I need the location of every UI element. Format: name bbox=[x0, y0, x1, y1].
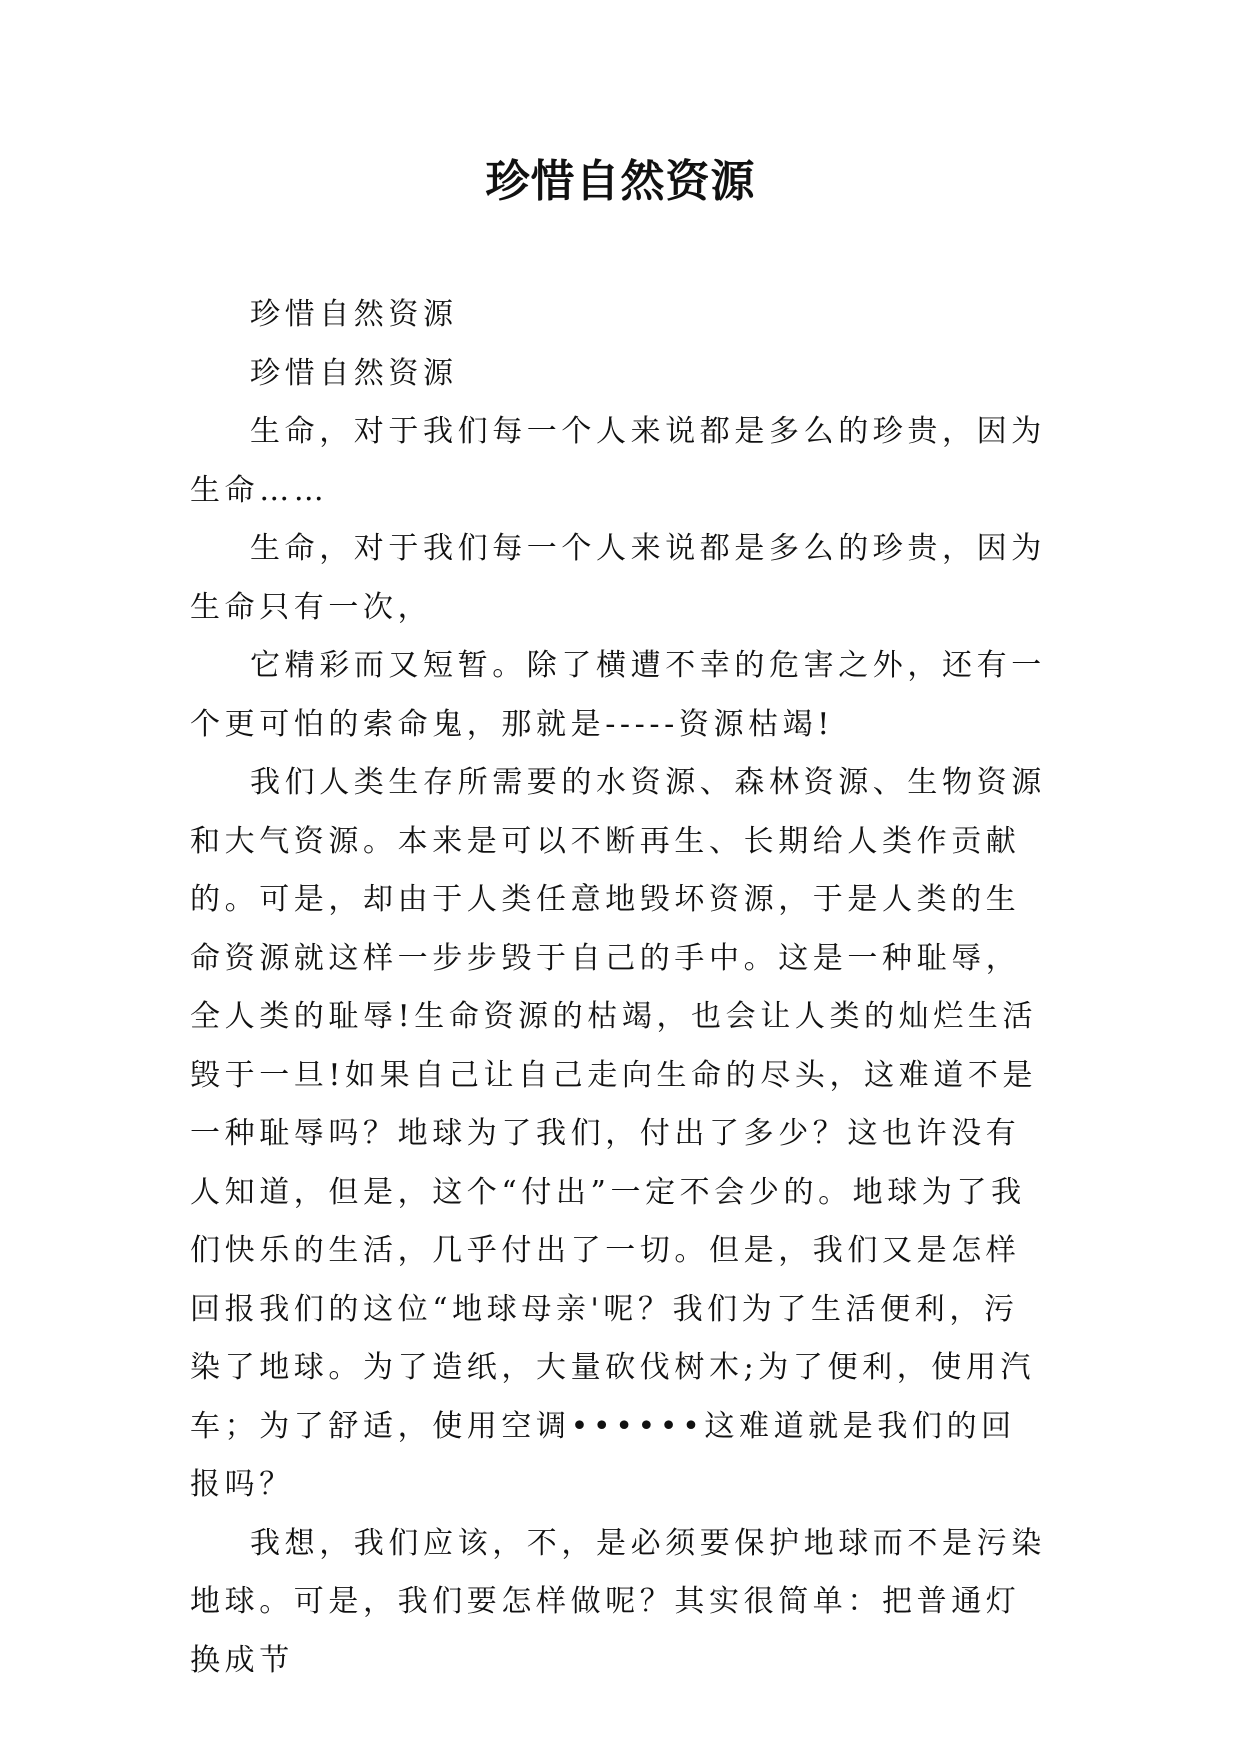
paragraph: 珍惜自然资源 bbox=[250, 297, 458, 332]
paragraph: 我想，我们应该，不，是必须要保护地球而不是污染地球。可是，我们要怎样做呢？其实很简单：把普通灯换成节 bbox=[190, 1525, 1046, 1678]
paragraph: 生命，对于我们每一个人来说都是多么的珍贵，因为生命只有一次， bbox=[190, 531, 1046, 625]
paragraph: 生命，对于我们每一个人来说都是多么的珍贵，因为生命…… bbox=[190, 414, 1046, 508]
paragraph: 我们人类生存所需要的水资源、森林资源、生物资源和大气资源。本来是可以不断再生、长期给人类作贡献的。可是，却由于人类任意地毁坏资源，于是人类的生命资源就这样一步步毁于自己的手中。这是一种耻辱，全人类的耻辱!生命资源的枯竭，也会让人类的灿烂生活毁于一旦!如果自己让自己走向生命的尽头，这难道不是一种耻辱吗？地球为了我们，付出了多少？这也许没有人知道，但是，这个“付出”一定不会少的。地球为了我们快乐的生活，几乎付出了一切。但是，我们又是怎样回报我们的这位“地球母亲'呢？我们为了生活便利，污染了地球。为了造纸，大量砍伐树木;为了便利，使用汽车；为了舒适，使用空调••••••这难道就是我们的回报吗？ bbox=[190, 765, 1046, 1502]
document-title: 珍惜自然资源 bbox=[485, 156, 756, 207]
document-body bbox=[190, 286, 1050, 1690]
paragraph: 珍惜自然资源 bbox=[250, 355, 458, 391]
paragraph: 它精彩而又短暂。除了横遭不幸的危害之外，还有一个更可怕的索命鬼，那就是-----资源枯竭! bbox=[190, 648, 1046, 742]
